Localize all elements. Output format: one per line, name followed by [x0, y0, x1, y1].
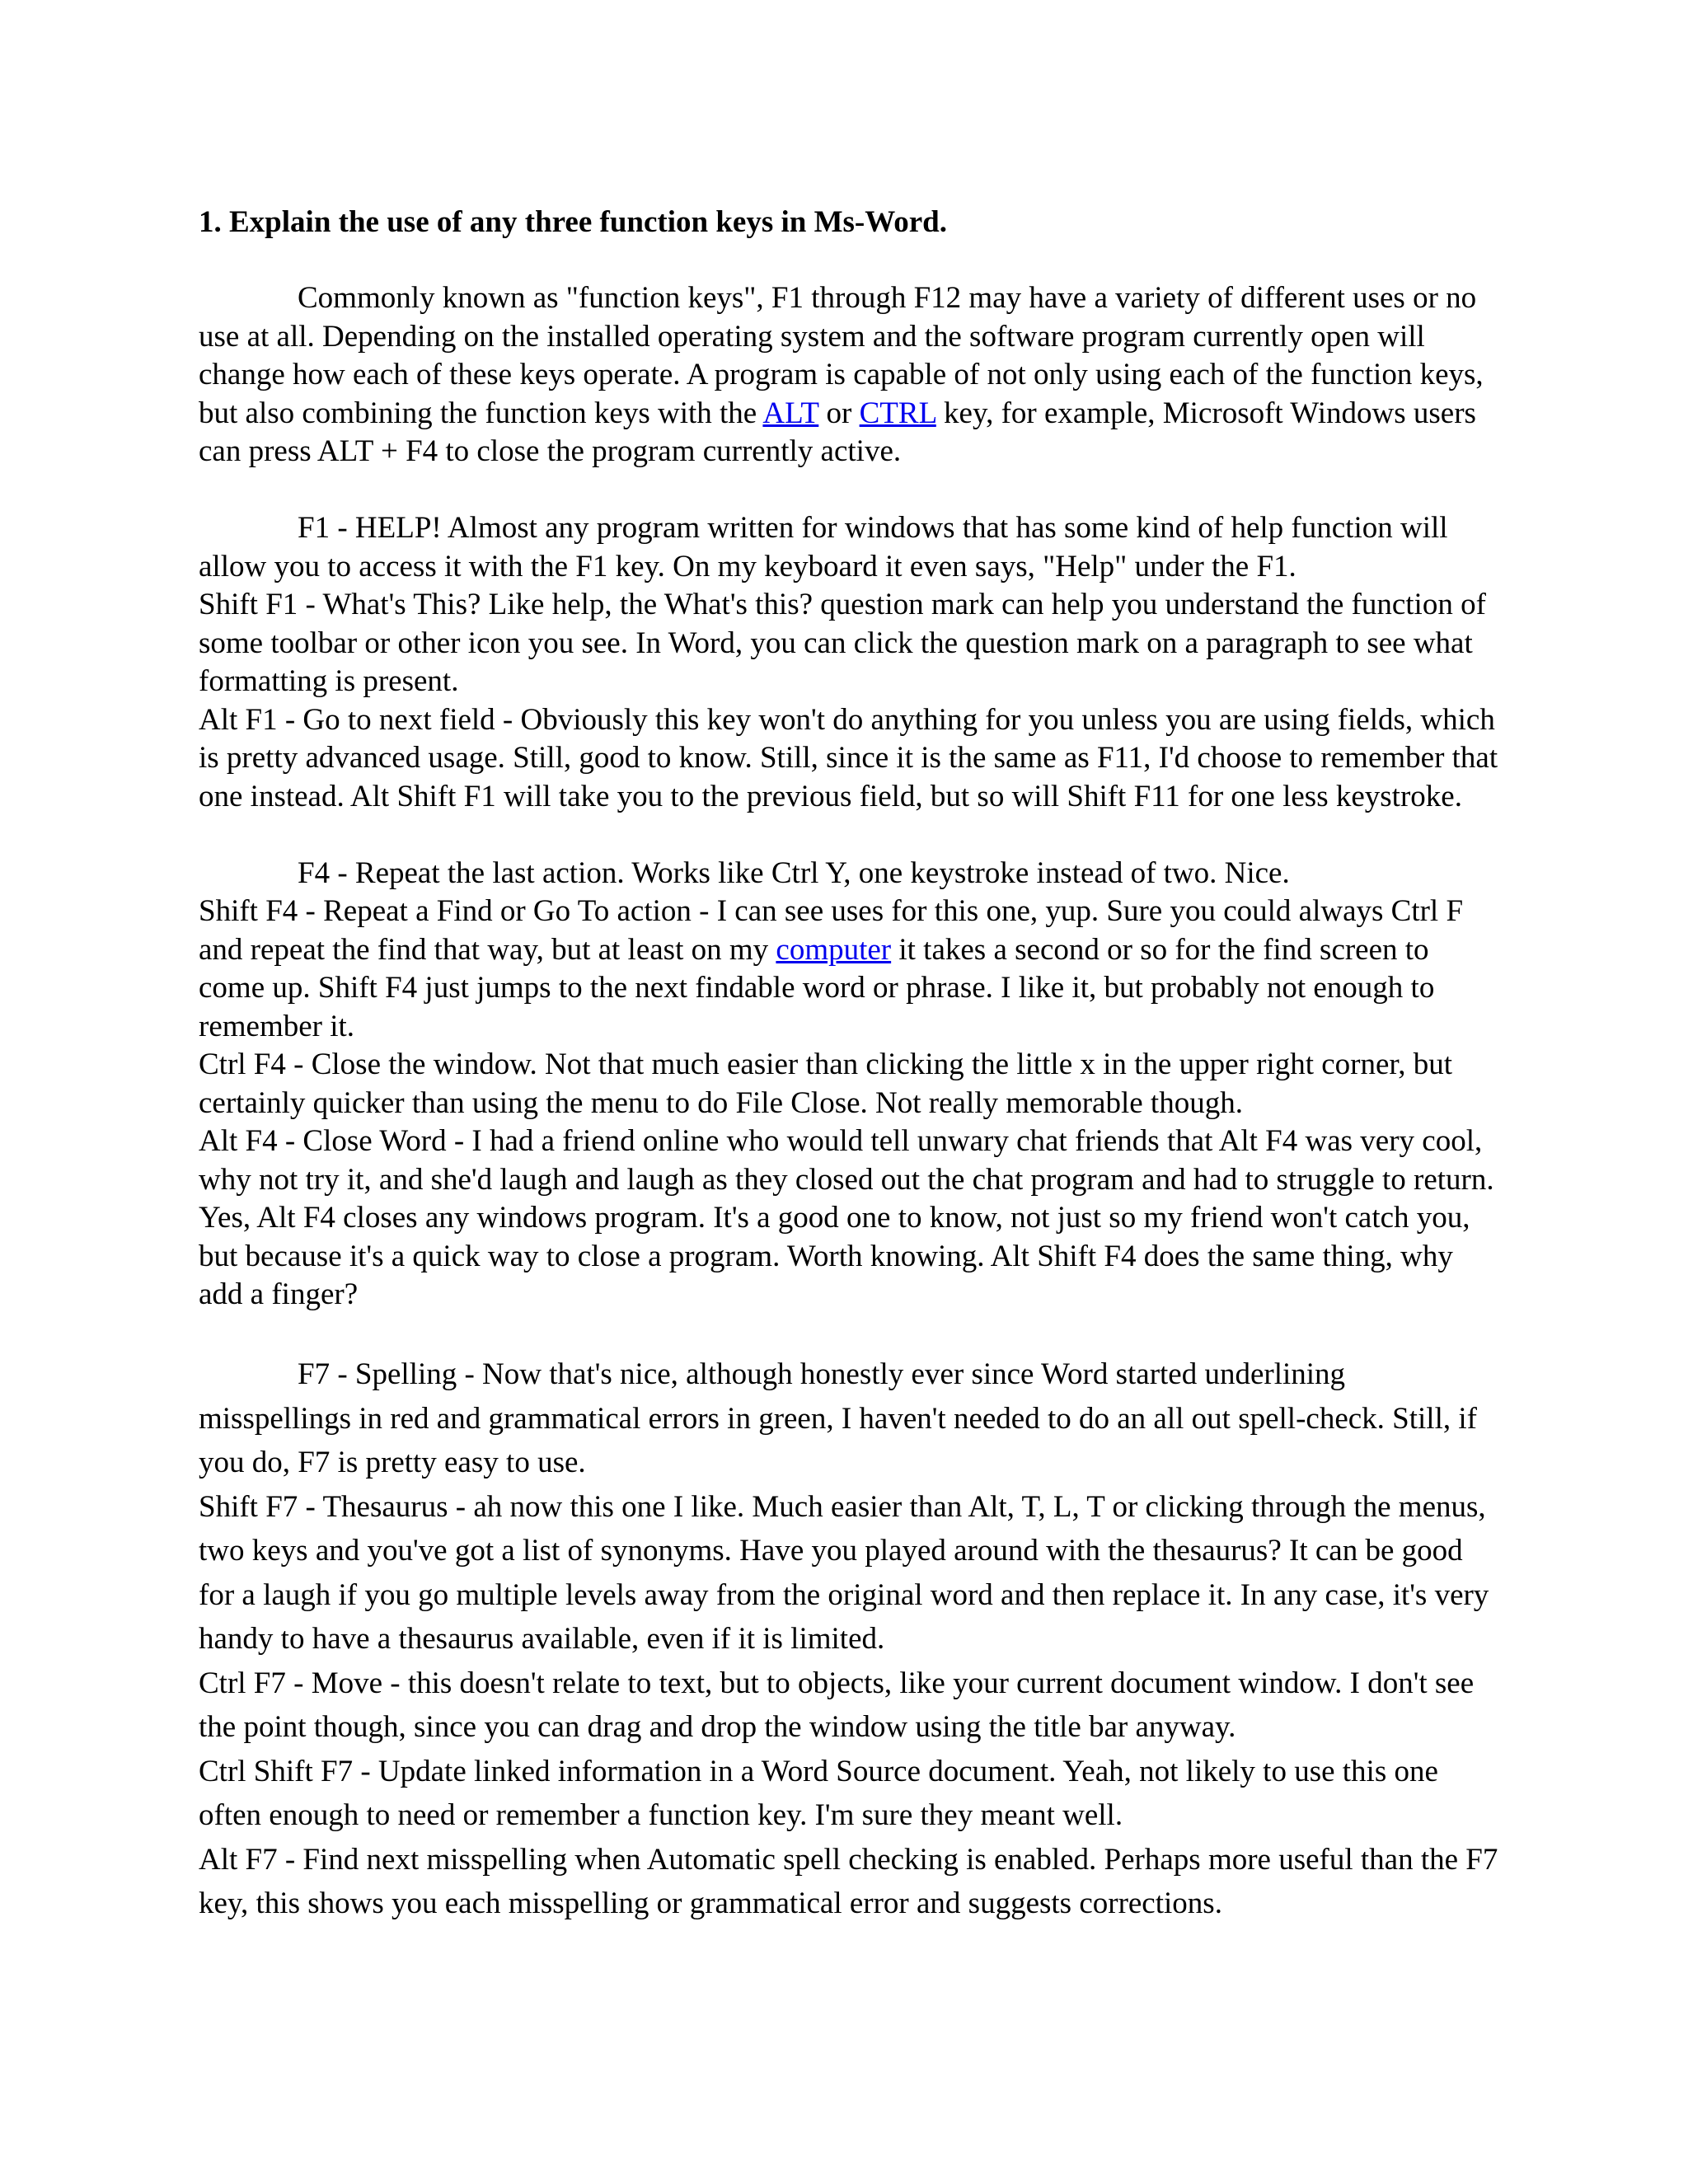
f1-text: F1 - HELP! Almost any program written for windows that has some kind of help function will allow you to access it with the F1 key. On my keyboard it even says, "Help" under the F1.	[199, 511, 1448, 583]
alt-link[interactable]: ALT	[762, 396, 819, 430]
question-heading: 1. Explain the use of any three function keys in Ms-Word.	[199, 205, 947, 239]
f7-paragraph	[199, 1352, 1501, 1485]
shift-f4-paragraph	[199, 893, 1501, 1046]
f7-text: F7 - Spelling - Now that's nice, although honestly ever since Word started underlining misspellings in red and grammatical errors in green, I haven't needed to do an all out spell-check. Still, if you do, F7 is pretty easy to use.	[199, 1357, 1477, 1479]
ctrl-shift-f7-paragraph: Ctrl Shift F7 - Update linked information in a Word Source document. Yeah, not likely to use this one often enough to need or remember a function key. I'm sure they meant well.	[199, 1754, 1438, 1832]
f4-text: F4 - Repeat the last action. Works like Ctrl Y, one keystroke instead of two. Nice.	[298, 855, 1290, 890]
f7-section	[199, 1352, 1501, 1926]
ctrl-f4-paragraph: Ctrl F4 - Close the window. Not that much easier than clicking the little x in the upper right corner, but certainly quicker than using the menu to do File Close. Not really memorable though.	[199, 1047, 1453, 1120]
intro-text: Commonly known as "function keys", F1 through F12 may have a variety of different uses or no use at all. Depending on the installed operating system and the software program currently open will change how each of these keys operate. A program is capable of not only using each of the function keys, but also combining the function keys with the	[199, 281, 1484, 430]
paragraph-gap	[199, 816, 1501, 855]
f1-paragraph	[199, 509, 1501, 586]
shift-f4-text: Shift F4 - Repeat a Find or Go To action - I can see uses for this one, yup. Sure you could always Ctrl F and repeat the find that way, but at least on my	[199, 894, 1464, 967]
shift-f1-paragraph: Shift F1 - What's This? Like help, the What's this? question mark can help you understand the function of some toolbar or other icon you see. In Word, you can click the question mark on a paragraph to see what formatting is present.	[199, 588, 1486, 698]
ctrl-f7-paragraph: Ctrl F7 - Move - this doesn't relate to text, but to objects, like your current document window. I don't see the point though, since you can drag and drop the window using the title bar anyway.	[199, 1666, 1475, 1744]
ctrl-link[interactable]: CTRL	[859, 396, 936, 430]
alt-f1-paragraph: Alt F1 - Go to next field - Obviously this key won't do anything for you unless you are using fields, which is pretty advanced usage. Still, good to know. Still, since it is the same as F11, I'd choose to remember that one instead. Alt Shift F1 will take you to the previous field, but so will Shift F11 for one less keystroke.	[199, 702, 1498, 813]
intro-text-after: key, for example, Microsoft Windows users can press ALT + F4 to close the program currently active.	[199, 396, 1476, 468]
f4-section	[199, 855, 1501, 1315]
f1-section	[199, 509, 1501, 816]
intro-paragraph	[199, 279, 1501, 471]
intro-text-between: or	[818, 396, 860, 430]
f4-paragraph	[199, 855, 1501, 893]
shift-f4-text-after: it takes a second or so for the find screen to come up. Shift F4 just jumps to the next findable word or phrase. I like it, but probably not enough to remember it.	[199, 932, 1435, 1043]
alt-f7-paragraph: Alt F7 - Find next misspelling when Automatic spell checking is enabled. Perhaps more useful than the F7 key, this shows you each misspelling or grammatical error and suggests corrections.	[199, 1842, 1498, 1920]
alt-f4-paragraph: Alt F4 - Close Word - I had a friend online who would tell unwary chat friends that Alt F4 was very cool, why not try it, and she'd laugh and laugh as they closed out the chat program and had to struggle to return. Yes, Alt F4 closes any windows program. It's a good one to know, not just so my friend won't catch you, but because it's a quick way to close a program. Worth knowing. Alt Shift F4 does the same thing, why add a finger?	[199, 1124, 1494, 1311]
shift-f7-paragraph: Shift F7 - Thesaurus - ah now this one I like. Much easier than Alt, T, L, T or clicking through the menus, two keys and you've got a list of synonyms. Have you played around with the thesaurus? It can be good for a laugh if you go multiple levels away from the original word and then replace it. In any case, it's very handy to have a thesaurus available, even if it is limited.	[199, 1489, 1489, 1656]
paragraph-gap	[199, 471, 1501, 510]
paragraph-gap	[199, 1315, 1501, 1353]
computer-link[interactable]: computer	[776, 932, 892, 967]
document-page	[199, 204, 1501, 1926]
